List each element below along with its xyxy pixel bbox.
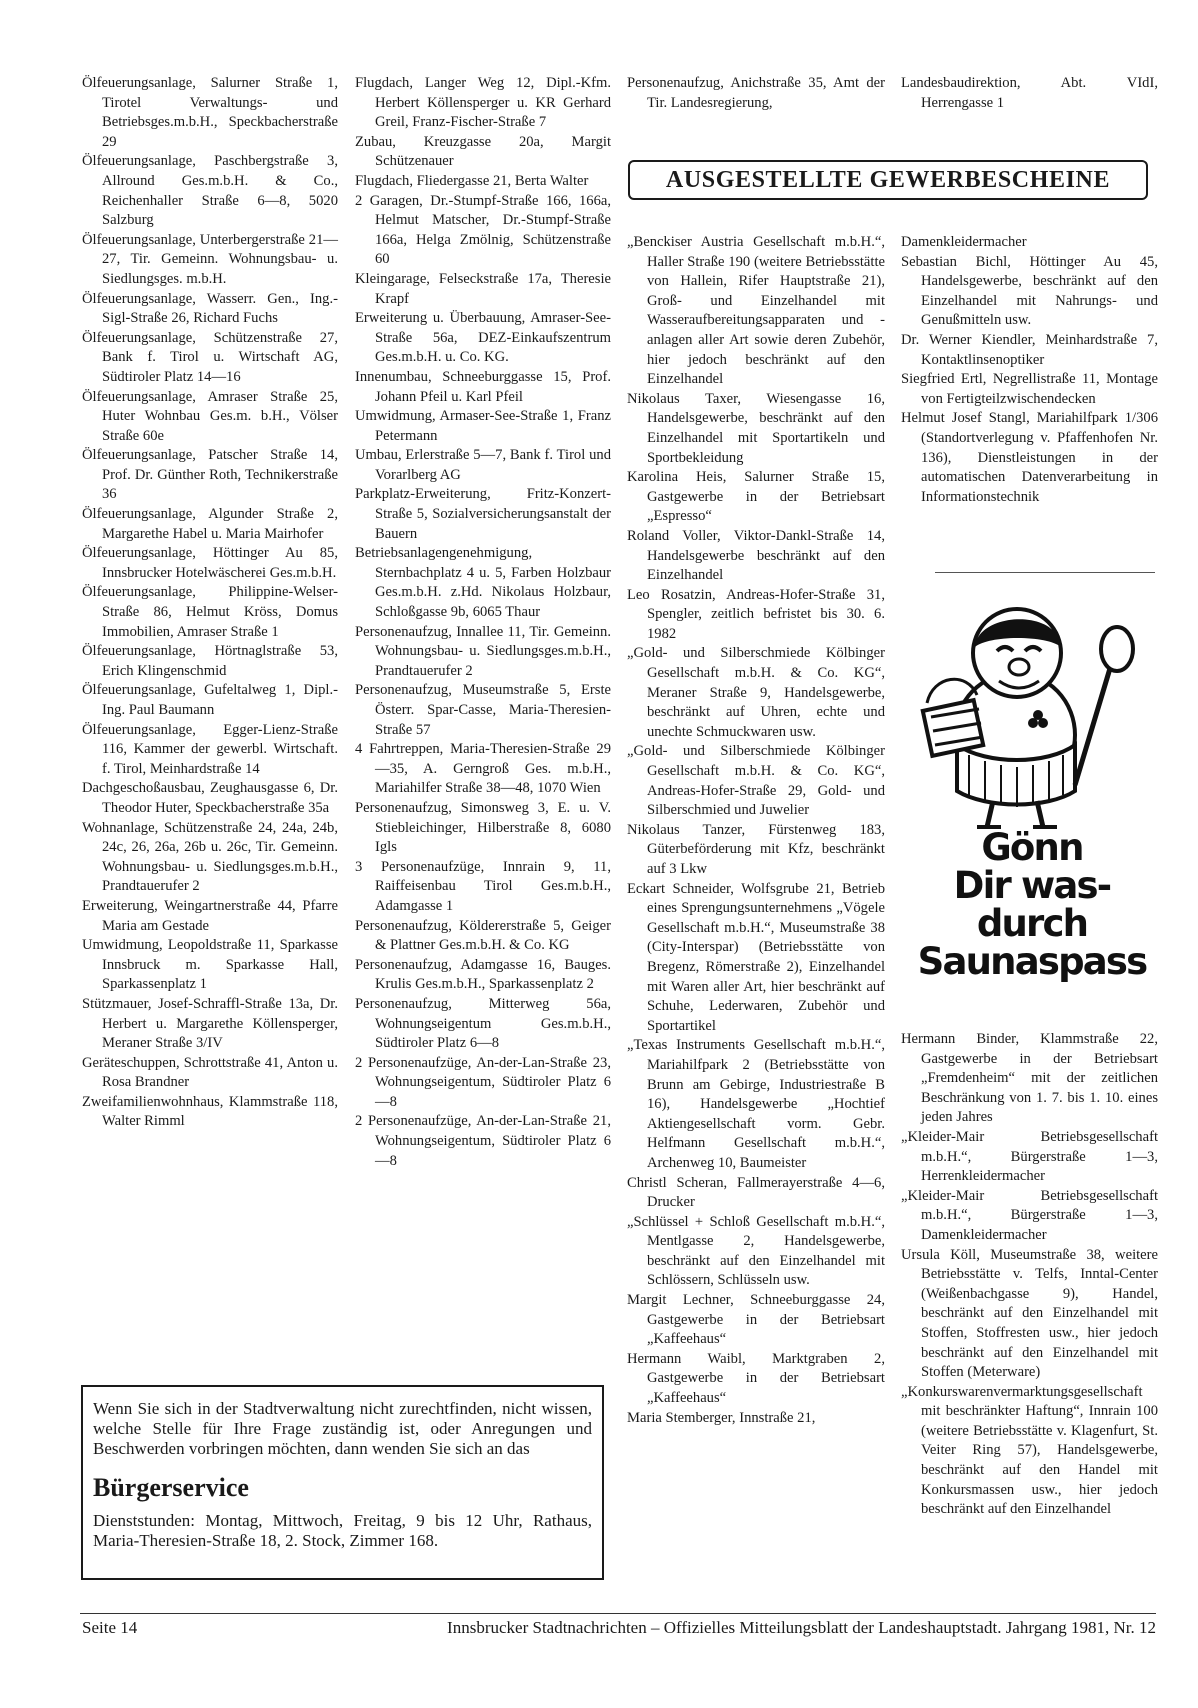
column-3-top [627,74,885,113]
list-item: Parkplatz-Erweiterung, Fritz-Konzert-Straße 5, Sozialversicherungsanstalt der Bauern [355,486,611,542]
list-item: Roland Voller, Viktor-Dankl-Straße 14, Handelsgewerbe beschränkt auf den Einzelhandel [627,527,885,584]
list-item: Stützmauer, Josef-Schraffl-Straße 13a, Dr. Herbert u. Margarethe Köllensperger, Meraner Straße 3/IV [82,995,338,1052]
list-item: Ölfeuerungsanlage, Höttinger Au 85, Innsbrucker Hotelwäscherei Ges.m.b.H. [82,545,338,581]
buergerservice-hours: Dienststunden: Montag, Mittwoch, Freitag, 9 bis 12 Uhr, Rathaus, Maria-Theresien-Straße 18, 2. Stock, Zimmer 168. [93,1511,592,1550]
column-4-top [901,74,1158,113]
list-item: Ölfeuerungsanlage, Philippine-Welser-Straße 86, Helmut Kröss, Domus Immobilien, Amraser Straße 1 [82,584,338,640]
list-item: Wohnanlage, Schützenstraße 24, 24a, 24b, 24c, 26, 26a, 26b u. 26c, Tir. Gemeinn. Wohnungsbau- u. Siedlungsges.m.b.H., Prandtauerufer 2 [82,819,338,895]
list-item: 4 Fahrtreppen, Maria-Theresien-Straße 29—35, A. Gerngroß Ges. m.b.H., Mariahilfer Straße 38—48, 1070 Wien [355,741,611,797]
list-item: Personenaufzug, Adamgasse 16, Bauges. Krulis Ges.m.b.H., Sparkassenplatz 2 [355,956,611,993]
slogan-line: Saunaspass [917,940,1147,983]
list-item: Ölfeuerungsanlage, Schützenstraße 27, Bank f. Tirol u. Wirtschaft AG, Südtiroler Platz 14—16 [82,329,338,385]
list-item: Umwidmung, Leopoldstraße 11, Sparkasse Innsbruck m. Sparkasse Hall, Sparkassenplatz 1 [82,937,338,993]
list-item: Ölfeuerungsanlage, Egger-Lienz-Straße 116, Kammer der gewerbl. Wirtschaft. f. Tirol, Meinhardstraße 14 [82,721,338,777]
list-item: Kleingarage, Felseckstraße 17a, Theresie Krapf [355,270,611,307]
list-item: Maria Stemberger, Innstraße 21, [627,1409,816,1426]
sauna-advertisement [897,595,1159,1005]
list-item: „Kleider-Mair Betriebsgesellschaft m.b.H.“, Bürgerstraße 1—3, Damenkleidermacher [901,1187,1158,1243]
list-item: Sebastian Bichl, Höttinger Au 45, Handelsgewerbe, beschränkt auf den Einzelhandel mit Nahrungs- und Genußmitteln usw. [901,253,1158,329]
footer-divider [80,1613,1156,1614]
list-item: 2 Personenaufzüge, An-der-Lan-Straße 23, Wohnungseigentum, Südtiroler Platz 6—8 [355,1054,611,1110]
column-trade-licenses-4-lower [901,1030,1158,1520]
section-title: AUSGESTELLTE GEWERBESCHEINE [665,166,1111,193]
list-item: „Konkurswarenvermarktungsgesellschaft mit beschränkter Haftung“, Innrain 100 (weitere Betriebsstätte v. Klagenfurt, St. Veiter Ring 57), Handelsgewerbe, beschränkt auf den Handel mit Konkursmassen usw., hier jedoch beschränkt auf den Einzelhandel [901,1383,1158,1518]
list-item: Zubau, Kreuzgasse 20a, Margit Schützenauer [355,133,611,170]
list-item: Personenaufzug, Innallee 11, Tir. Gemeinn. Wohnungsbau- u. Siedlungsges.m.b.H., Prandtauerufer 2 [355,623,611,679]
list-item: Flugdach, Fliedergasse 21, Berta Walter [355,172,589,189]
list-item: Siegfried Ertl, Negrellistraße 11, Montage von Fertigteilzwischendecken [901,371,1158,407]
list-item: Damenkleidermacher [901,234,1027,250]
list-item: Ölfeuerungsanlage, Wasserr. Gen., Ing.-Sigl-Straße 26, Richard Fuchs [82,290,338,327]
list-item: Ölfeuerungsanlage, Patscher Straße 14, Prof. Dr. Günther Roth, Technikerstraße 36 [82,447,338,503]
list-item: Ölfeuerungsanlage, Unterbergerstraße 21—27, Tir. Gemeinn. Wohnungsbau- u. Siedlungsges. m.b.H. [82,231,338,287]
page-number: Seite 14 [82,1618,138,1637]
list-item: Personenaufzug, Museumstraße 5, Erste Österr. Spar-Casse, Maria-Theresien-Straße 57 [355,682,611,738]
list-item: Eckart Schneider, Wolfsgrube 21, Betrieb eines Sprengungsunternehmens „Vögele Gesellschaft m.b.H.“, Museumstraße 38 (City-Interspar) (Betriebsstätte von Bregenz, Römerstraße 2), Einzelhandel mit Waren aller Art, hier beschränkt auf Schuhe, Lederwaren, Zubehör und Sportartikel [627,880,885,1034]
list-item: Christl Scheran, Fallmerayerstraße 4—6, Drucker [627,1174,885,1211]
list-item: Ölfeuerungsanlage, Hörtnaglstraße 53, Erich Klingenschmid [82,643,338,679]
column-building-permits-2 [355,74,611,1171]
list-item: Ölfeuerungsanlage, Amraser Straße 25, Huter Wohnbau Ges.m. b.H., Völser Straße 60e [82,388,338,444]
list-item: Erweiterung, Weingartnerstraße 44, Pfarre Maria am Gestade [82,897,338,934]
list-item: Ursula Köll, Museumstraße 38, weitere Betriebsstätte v. Telfs, Inntal-Center (Weißenbachgasse 9), Handel, beschränkt auf den Einzelhandel mit Stoffen, Stoffresten usw., hier jedoch beschränkt auf den Einzelhandel mit Stoffen (Meterware) [901,1246,1158,1381]
list-item: „Gold- und Silberschmiede Kölbinger Gesellschaft m.b.H. & Co. KG“, Andreas-Hofer-Straße 29, Gold- und Silberschmied und Juwelier [627,743,885,819]
list-item: Innenumbau, Schneeburggasse 15, Prof. Johann Pfeil u. Karl Pfeil [355,368,611,405]
column-building-permits-1 [82,74,338,1132]
list-item: 3 Personenaufzüge, Innrain 9, 11, Raiffeisenbau Tirol Ges.m.b.H., Adamgasse 1 [355,858,611,914]
list-item: Dr. Werner Kiendler, Meinhardstraße 7, Kontaktlinsenoptiker [901,331,1158,368]
list-item: Personenaufzug, Simonsweg 3, E. u. V. Stiebleichinger, Hilberstraße 8, 6080 Igls [355,799,611,856]
section-title-box [628,160,1148,200]
list-item: Hermann Waibl, Marktgraben 2, Gastgewerbe in der Betriebsart „Kaffeehaus“ [627,1350,885,1407]
list-item: Umwidmung, Armaser-See-Straße 1, Franz Petermann [355,408,611,444]
list-item: „Benckiser Austria Gesellschaft m.b.H.“, Haller Straße 190 (weitere Betriebsstätte von Hallein, Rifer Hauptstraße 21), Groß- und Einzelhandel mit Wasseraufbereitungsapparaten und -anlagen aller Art sowie deren Zubehör, hier jedoch beschränkt auf den Einzelhandel [627,234,885,388]
list-item: 2 Personenaufzüge, An-der-Lan-Straße 21, Wohnungseigentum, Südtiroler Platz 6—8 [355,1113,611,1169]
list-item: „Kleider-Mair Betriebsgesellschaft m.b.H.“, Bürgerstraße 1—3, Herrenkleidermacher [901,1128,1158,1185]
list-item: Nikolaus Tanzer, Fürstenweg 183, Güterbeförderung mit Kfz, beschränkt auf 3 Lkw [627,821,885,877]
list-item: Ölfeuerungsanlage, Algunder Straße 2, Margarethe Habel u. Maria Mairhofer [82,506,338,542]
buergerservice-intro: Wenn Sie sich in der Stadtverwaltung nicht zurechtfinden, nicht wissen, welche Stelle für Ihre Frage zuständig ist, oder Anregungen und Beschwerden vorbringen möchten, dann wenden Sie sich an das [93,1399,592,1458]
list-item: Dachgeschoßausbau, Zeughausgasse 6, Dr. Theodor Huter, Speckbacherstraße 35a [82,780,338,816]
list-item: Helmut Josef Stangl, Mariahilfpark 1/306 (Standortverlegung v. Pfaffenhofen Nr. 136), Dienstleistungen in der automatischen Datenverarbeitung in Informationstechnik [901,410,1158,505]
list-item: Leo Rosatzin, Andreas-Hofer-Straße 31, Spengler, zeitlich befristet bis 30. 6. 1982 [627,586,885,642]
list-item: „Schlüssel + Schloß Gesellschaft m.b.H.“, Mentlgasse 2, Handelsgewerbe, beschränkt auf den Einzelhandel mit Schlössern, Schlüsseln usw. [627,1213,885,1289]
list-item: Ölfeuerungsanlage, Gufeltalweg 1, Dipl.-Ing. Paul Baumann [82,682,338,718]
list-item: 2 Garagen, Dr.-Stumpf-Straße 166, 166a, Helmut Matscher, Dr.-Stumpf-Straße 166a, Helga Zmölnig, Schützenstraße 60 [355,192,611,268]
list-item: Geräteschuppen, Schrottstraße 41, Anton u. Rosa Brandner [82,1054,338,1091]
column-trade-licenses-4 [901,233,1158,507]
list-item: Ölfeuerungsanlage, Salurner Straße 1, Tirotel Verwaltungs- und Betriebsges.m.b.H., Speckbacherstraße 29 [82,75,338,150]
divider [935,572,1155,573]
list-item: Personenaufzug, Köldererstraße 5, Geiger & Plattner Ges.m.b.H. & Co. KG [355,917,611,954]
list-item: Ölfeuerungsanlage, Paschbergstraße 3, Allround Ges.m.b.H. & Co., Reichenhaller Straße 6—8, 5020 Salzburg [82,153,338,229]
slogan-line: durch [976,902,1088,945]
list-item: Flugdach, Langer Weg 12, Dipl.-Kfm. Herbert Köllensperger u. KR Gerhard Greil, Franz-Fischer-Straße 7 [355,75,611,131]
list-item: Umbau, Erlerstraße 5—7, Bank f. Tirol und Vorarlberg AG [355,447,611,483]
page-footer [82,1618,1156,1638]
buergerservice-title: Bürgerservice [93,1473,249,1502]
list-item: Margit Lechner, Schneeburggasse 24, Gastgewerbe in der Betriebsart „Kaffeehaus“ [627,1292,885,1348]
list-item: „Gold- und Silberschmiede Kölbinger Gesellschaft m.b.H. & Co. KG“, Meraner Straße 9, Handelsgewerbe, beschränkt auf Uhren, echte und unechte Schmuckwaren usw. [627,645,885,740]
sauna-mascot-icon [897,595,1159,835]
buergerservice-box [81,1385,604,1580]
slogan-line: Gönn [981,826,1083,869]
column-trade-licenses-3 [627,233,885,1428]
list-item: Erweiterung u. Überbauung, Amraser-See-Straße 56a, DEZ-Einkaufszentrum Ges.m.b.H. u. Co. KG. [355,310,611,366]
list-item: Nikolaus Taxer, Wiesengasse 16, Handelsgewerbe, beschränkt auf den Einzelhandel mit Sportartikeln und Sportbekleidung [627,390,885,466]
list-item: Personenaufzug, Mitterweg 56a, Wohnungseigentum Ges.m.b.H., Südtiroler Platz 6—8 [355,995,611,1052]
ad-slogan [907,826,1157,983]
publication-info: Innsbrucker Stadtnachrichten – Offizielles Mitteilungsblatt der Landeshauptstadt. Jahrgang 1981, Nr. 12 [447,1618,1156,1637]
list-item: „Texas Instruments Gesellschaft m.b.H.“, Mariahilfpark 2 (Betriebsstätte von Brunn am Gebirge, Industriestraße B 16), Handelsgewerbe „Hochtief Aktiengesellschaft vorm. Gebr. Helfmann Gesellschaft m.b.H.“, Archenweg 10, Baumeister [627,1037,885,1171]
slogan-line: Dir was- [953,864,1111,907]
list-item: Personenaufzug, Anichstraße 35, Amt der Tir. Landesregierung, [627,75,885,111]
list-item: Karolina Heis, Salurner Straße 15, Gastgewerbe in der Betriebsart „Espresso“ [627,469,885,525]
list-item: Betriebsanlagengenehmigung, Sternbachplatz 4 u. 5, Farben Holzbaur Ges.m.b.H. z.Hd. Nikolaus Holzbaur, Schloßgasse 9b, 6065 Thaur [355,545,611,621]
list-item: Landesbaudirektion, Abt. VIdI, Herrengasse 1 [901,75,1158,111]
list-item: Zweifamilienwohnhaus, Klammstraße 118, Walter Rimml [82,1093,338,1130]
list-item: Hermann Binder, Klammstraße 22, Gastgewerbe in der Betriebsart „Fremdenheim“ mit der zeitlichen Beschränkung von 1. 7. bis 1. 10. eines jeden Jahres [901,1031,1158,1126]
